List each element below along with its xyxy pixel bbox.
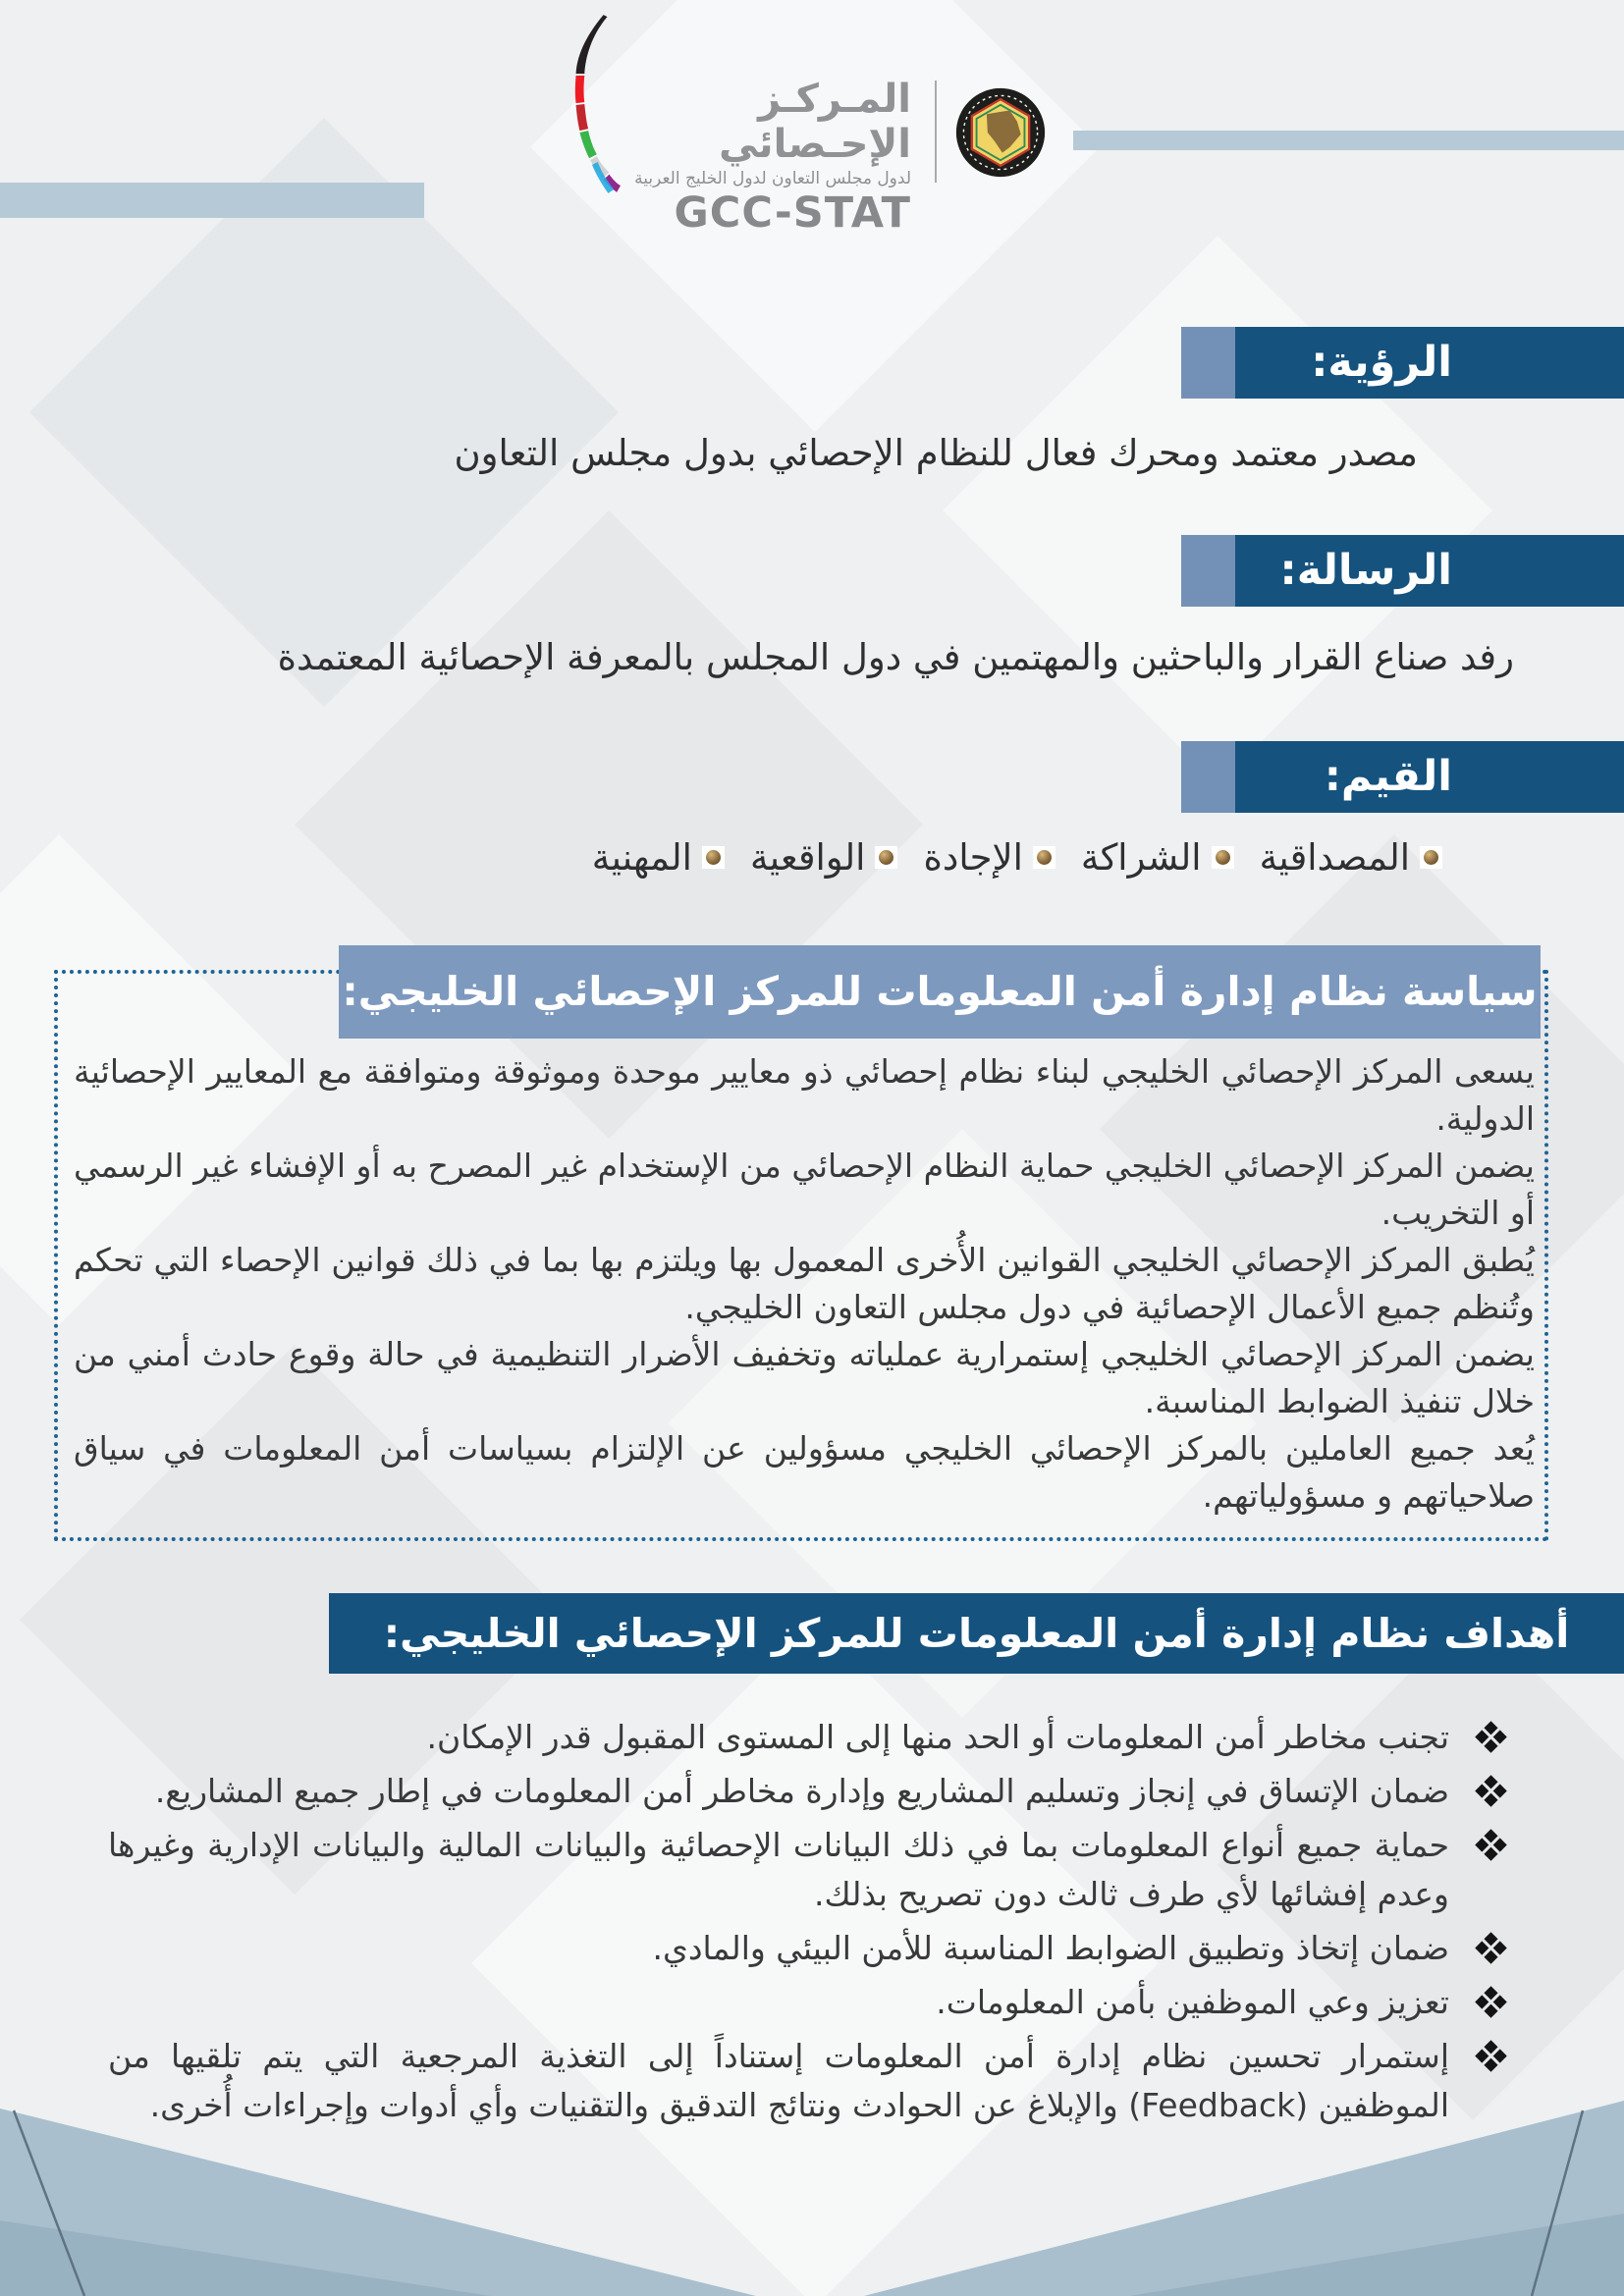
policy-paragraph: يسعى المركز الإحصائي الخليجي لبناء نظام إحصائي ذو معايير موحدة وموثوقة ومتوافقة مع المعايير الإحصائية الدولية. [74, 1052, 1535, 1138]
objective-item [108, 1978, 1516, 2027]
objective-text: تجنب مخاطر أمن المعلومات أو الحد منها إلى المستوى المقبول قدر الإمكان. [426, 1718, 1449, 1756]
value-item [750, 836, 898, 879]
diamond-bullet-icon [1465, 1821, 1516, 1856]
objectives-list [108, 1713, 1516, 2135]
objective-item [108, 1821, 1516, 1919]
policy-paragraph: يُعد جميع العاملين بالمركز الإحصائي الخليجي مسؤولين عن الإلتزام بسياسات أمن المعلومات في سياق صلاحياتهم و مسؤولياتهم. [74, 1429, 1535, 1515]
value-label: الواقعية [749, 836, 866, 879]
value-label: الإجادة [923, 836, 1023, 879]
vision-text: مصدر معتمد ومحرك فعال للنظام الإحصائي بدول مجلس التعاون [454, 432, 1418, 474]
diamond-bullet-icon [1465, 1924, 1516, 1959]
feather-logo-icon [564, 14, 621, 196]
value-label: المصداقية [1259, 836, 1410, 879]
gold-dot-icon [875, 846, 897, 869]
policy-paragraph: يضمن المركز الإحصائي الخليجي حماية النظام الإحصائي من الإستخدام غير المصرح به أو الإفشاء غير الرسمي أو التخريب. [74, 1147, 1535, 1232]
values-list [592, 836, 1442, 879]
gold-dot-icon [1212, 846, 1234, 869]
value-label: المهنية [591, 836, 692, 879]
objectives-title: أهداف نظام إدارة أمن المعلومات للمركز الإحصائي الخليجي: [383, 1610, 1570, 1657]
value-item [1260, 836, 1442, 879]
gold-dot-icon [1033, 846, 1056, 869]
objective-text: ضمان إتخاذ وتطبيق الضوابط المناسبة للأمن البيئي والمادي. [652, 1929, 1449, 1967]
values-band [1235, 741, 1624, 813]
brand-subtitle-arabic: لدول مجلس التعاون لدول الخليج العربية [634, 169, 911, 188]
objective-text: تعزيز وعي الموظفين بأمن المعلومات. [936, 1983, 1449, 2021]
objective-text: ضمان الإتساق في إنجاز وتسليم المشاريع وإدارة مخاطر أمن المعلومات في إطار جميع المشاريع. [154, 1772, 1449, 1810]
mission-band [1235, 535, 1624, 607]
objective-item [108, 1924, 1516, 1973]
brand-name-english: GCC-STAT [674, 188, 911, 238]
policy-body [74, 1048, 1535, 1520]
value-item [923, 836, 1055, 879]
vision-title: الرؤية: [1311, 338, 1452, 387]
gold-dot-icon [1420, 846, 1442, 869]
diamond-bullet-icon [1465, 1713, 1516, 1748]
policy-paragraph: يضمن المركز الإحصائي الخليجي إستمرارية عملياته وتخفيف الأضرار التنظيمية في حالة وقوع حادث أمني من خلال تنفيذ الضوابط المناسبة. [74, 1335, 1535, 1420]
objective-item [108, 1767, 1516, 1816]
policy-title: سياسة نظام إدارة أمن المعلومات للمركز الإحصائي الخليجي: [342, 968, 1538, 1015]
gold-dot-icon [702, 846, 725, 869]
mission-text: رفد صناع القرار والباحثين والمهتمين في دول المجلس بالمعرفة الإحصائية المعتمدة [277, 636, 1514, 678]
objective-item [108, 1713, 1516, 1762]
diamond-bullet-icon [1465, 1767, 1516, 1802]
value-item [592, 836, 725, 879]
diamond-bullet-icon [1465, 2032, 1516, 2067]
values-title: القيم: [1324, 752, 1452, 801]
objectives-title-bar [329, 1593, 1624, 1674]
top-left-strip [0, 183, 424, 218]
objective-text: حماية جميع أنواع المعلومات بما في ذلك البيانات الإحصائية والبيانات المالية والبيانات الإدارية وغيرها وعدم إفشائها لأي طرف ثالث دون تصريح بذلك. [108, 1826, 1449, 1913]
vision-band [1235, 327, 1624, 399]
vision-band-accent-square [1181, 327, 1235, 399]
brand-text-block [617, 77, 911, 236]
policy-paragraph: يُطبق المركز الإحصائي الخليجي القوانين الأُخرى المعمول بها ويلتزم بها بما في ذلك قوانين الإحصاء التي تحكم وتُنظم جميع الأعمال الإحصائية في دول مجلس التعاون الخليجي. [74, 1241, 1535, 1326]
brand-divider [935, 80, 937, 183]
top-right-strip [1073, 131, 1624, 150]
brand-name-arabic: المـركـز الإحـصائي [719, 77, 911, 167]
brand-header [560, 10, 1070, 238]
values-band-accent-square [1181, 741, 1235, 813]
gcc-emblem-icon [954, 86, 1047, 179]
mission-title: الرسالة: [1279, 546, 1452, 595]
policy-title-bar [339, 945, 1541, 1039]
mission-band-accent-square [1181, 535, 1235, 607]
objective-text: إستمرار تحسين نظام إدارة أمن المعلومات إستناداً إلى التغذية المرجعية التي يتم تلقيها من الموظفين (Feedback) والإبلاغ عن الحوادث ونتائج التدقيق والتقنيات وأي أدوات وإجراءات أُخرى. [108, 2037, 1449, 2124]
diamond-bullet-icon [1465, 1978, 1516, 2013]
objective-item [108, 2032, 1516, 2130]
value-label: الشراكة [1080, 836, 1202, 879]
value-item [1081, 836, 1234, 879]
